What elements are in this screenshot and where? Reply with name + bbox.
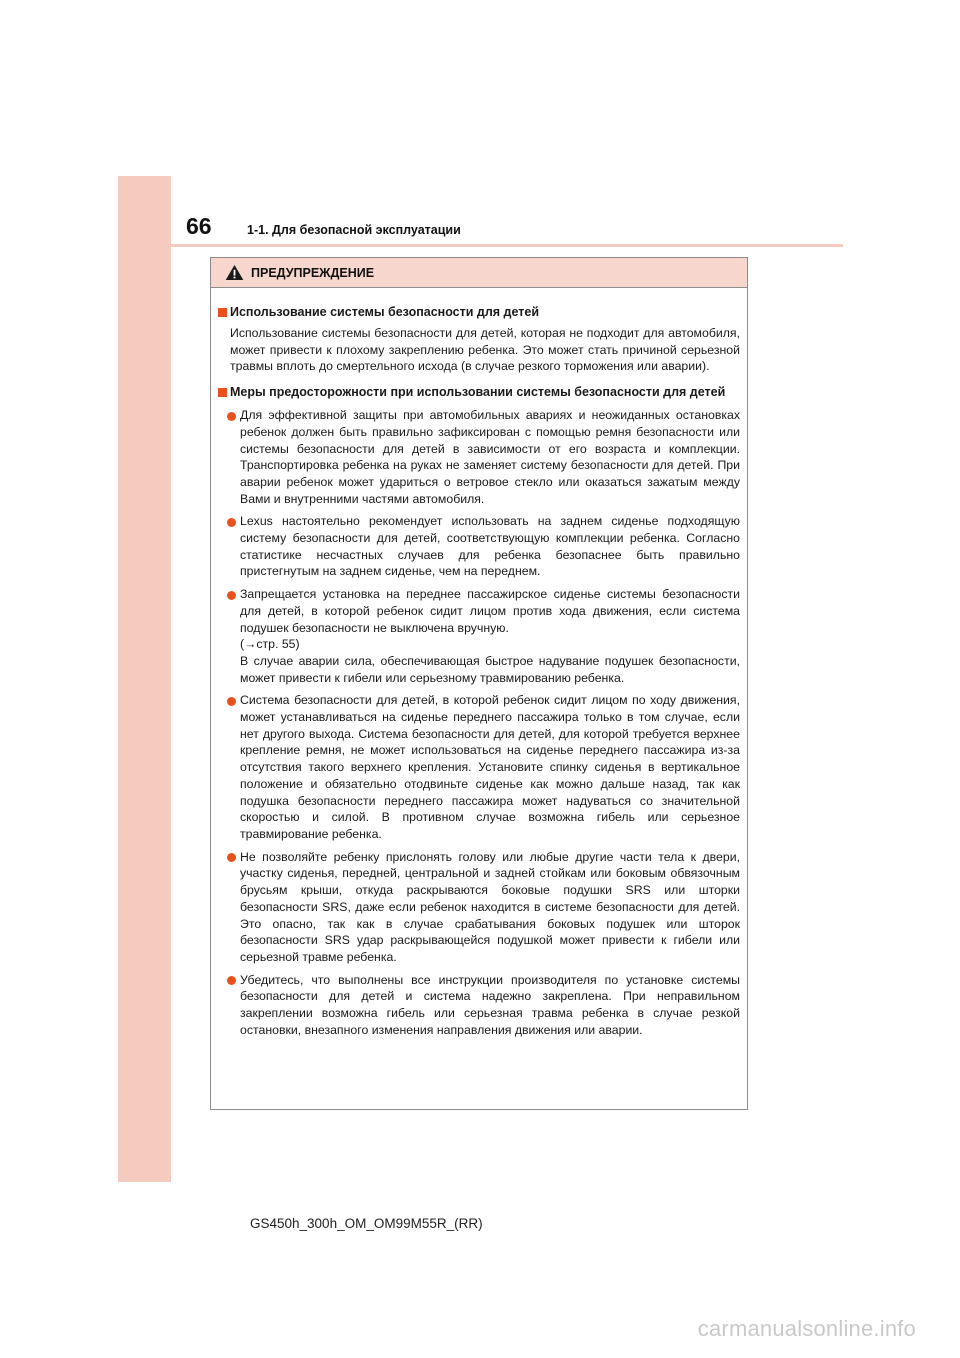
list-item [227,692,740,842]
circle-bullet-icon [227,976,236,985]
section-title: 1-1. Для безопасной эксплуатации [247,223,461,237]
circle-bullet-icon [227,697,236,706]
list-item-text: Убедитесь, что выполнены все инструкции производителя по установке системы безопасности для детей и система надежно закреплена. При неправильном закреплении возможна гибель или серьезная травма ребенка в случае резкой остановки, внезапного изменения направления движения или аварии. [240,972,740,1037]
list-item [227,849,740,966]
list-item [227,972,740,1039]
warning-section-child-restraint-use [218,303,740,375]
list-item-content [240,586,740,686]
page-reference-link[interactable]: (→стр. 55) [240,637,300,652]
circle-bullet-icon [227,853,236,862]
circle-bullet-icon [227,591,236,600]
list-item-extra-text: В случае аварии сила, обеспечивающая быстрое надувание подушек безопасности, может привести к гибели или серьезному травмированию ребенка. [240,653,740,685]
list-item-text: Запрещается установка на переднее пассажирское сиденье системы безопасности для детей, в которой ребенок сидит лицом против хода движения, если система подушек безопасности не выключена вручную. [240,587,740,635]
header-divider [171,244,843,247]
list-item-text: Не позволяйте ребенку прислонять голову или любые другие части тела к двери, участку сиденья, передней, центральной и задней стойкам или боковым обвязочным брусьям крыши, откуда раскрываются боковые подушки SRS или шторки безопасности SRS, даже если ребенок находится в системе безопасности для детей. Это опасно, так как в случае срабатывания боковых подушек или шторок безопасности SRS удар раскрывающейся подушкой может привести к гибели или серьезной травме ребенка. [240,849,740,964]
warning-header [211,258,747,288]
circle-bullet-icon [227,518,236,527]
square-bullet-icon [218,308,227,317]
warning-title: ПРЕДУПРЕЖДЕНИЕ [251,265,375,280]
list-item [227,513,740,580]
page-number: 66 [186,213,212,239]
warning-box [210,257,748,1110]
section-heading [218,303,740,321]
circle-bullet-icon [227,412,236,421]
section-heading-text: Меры предосторожности при использовании системы безопасности для детей [230,385,726,400]
section-heading-text: Использование системы безопасности для детей [230,305,540,319]
side-color-band [118,176,171,1182]
warning-section-precautions [218,383,740,1038]
list-item-text: Lexus настоятельно рекомендует использовать на заднем сиденье подходящую систему безопасности для детей, соответствующую комплекции ребенка. Согласно статистике несчастных случаев для ребенка безопаснее быть правильно пристегнутым на заднем сиденье, чем на переднем. [240,514,740,579]
square-bullet-icon [218,388,227,397]
warning-body [211,288,747,1038]
document-code: GS450h_300h_OM_OM99M55R_(RR) [250,1216,483,1231]
section-heading [218,383,740,401]
list-item-text: Для эффективной защиты при автомобильных авариях и неожиданных остановках ребенок должен быть правильно зафиксирован с помощью ремня безопасности или системы безопасности для детей в зависимости от его возраста и комплекции. Транспортировка ребенка на руках не заменяет систему безопасности для детей. При аварии ребенок может удариться о ветровое стекло или оказаться зажатым между Вами и внутренними частями автомобиля. [240,408,740,506]
list-item-text: Система безопасности для детей, в которой ребенок сидит лицом по ходу движения, может устанавливаться на сиденье переднего пассажира только в том случае, если нет другого выхода. Система безопасности для детей, для которой требуется верхнее крепление ремня, не может использоваться на сиденье переднего пассажира из-за отсутствия такого верхнего крепления. Установите спинку сиденья в вертикальное положение и обязательно отодвиньте сиденье как можно дальше назад, так как подушка безопасности переднего пассажира может надуваться со значительной скоростью и силой. В противном случае возможна гибель или серьезное травмирование ребенка. [240,693,740,841]
watermark: carmanualsonline.info [697,1316,916,1341]
section-paragraph: Использование системы безопасности для детей, которая не подходит для автомобиля, может привести к плохому закреплению ребенка. Это может стать причиной серьезной травмы вплоть до смертельного исхода (в случае резкого торможения или аварии). [230,326,740,374]
warning-triangle-icon [225,264,244,281]
list-item [227,586,740,686]
list-item [227,407,740,507]
